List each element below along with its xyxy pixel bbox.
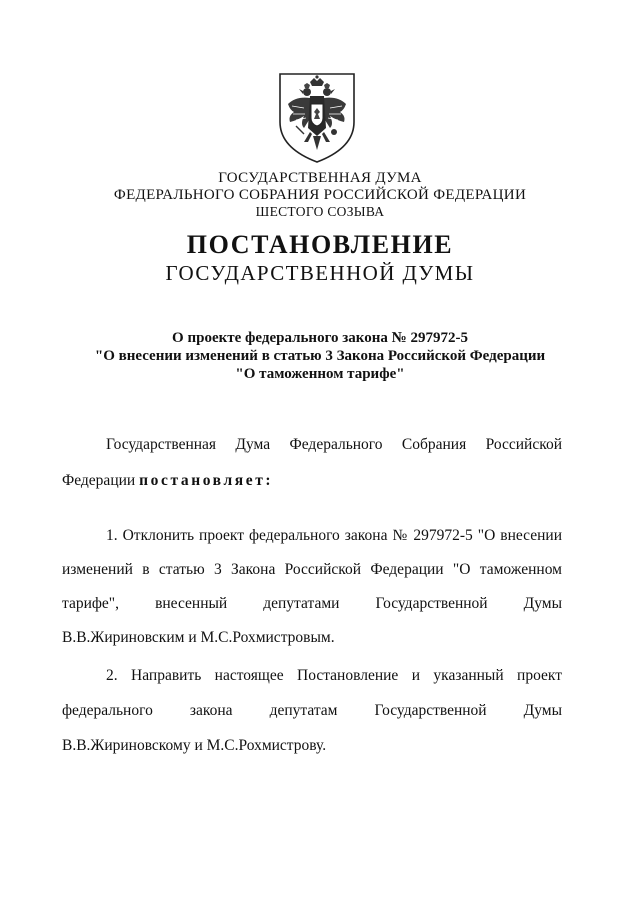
clause-2-line-3: В.В.Жириновскому и М.С.Рохмистрову.: [62, 737, 327, 754]
subject-line-3: "О таможенном тарифе": [235, 366, 405, 382]
clause-1-line-3: тарифе", внесенный депутатами Государственной Думы: [62, 595, 562, 612]
preamble-prefix: Федерации: [62, 472, 140, 489]
clause-1-line-1: 1. Отклонить проект федерального закона № 297972-5 "О внесении: [106, 527, 562, 544]
convocation-line: ШЕСТОГО СОЗЫВА: [255, 204, 385, 219]
clause-1-line-4: В.В.Жириновским и М.С.Рохмистровым.: [62, 629, 335, 646]
issuer-name-line-1: ГОСУДАРСТВЕННАЯ ДУМА: [218, 170, 422, 186]
subject-line-1: О проекте федерального закона № 297972-5: [172, 330, 468, 346]
clause-2-line-2: федерального закона депутатам Государственной Думы: [62, 702, 562, 719]
document-issuer-title: ГОСУДАРСТВЕННОЙ ДУМЫ: [165, 261, 475, 285]
issuer-name-line-2: ФЕДЕРАЛЬНОГО СОБРАНИЯ РОССИЙСКОЙ ФЕДЕРАЦИИ: [113, 187, 527, 203]
document-type-title: ПОСТАНОВЛЕНИЕ: [186, 230, 454, 259]
clause-1-line-2: изменений в статью 3 Закона Российской Федерации "О таможенном: [62, 561, 562, 578]
clause-2-line-1: 2. Направить настоящее Постановление и указанный проект: [106, 667, 562, 684]
preamble-line-1: Государственная Дума Федерального Собрания Российской: [106, 436, 562, 453]
russian-coat-of-arms-icon: [274, 70, 360, 166]
subject-line-2: "О внесении изменений в статью 3 Закона Российской Федерации: [94, 348, 546, 364]
preamble-action: постановляет:: [139, 472, 274, 489]
preamble-line-2: [62, 472, 562, 490]
